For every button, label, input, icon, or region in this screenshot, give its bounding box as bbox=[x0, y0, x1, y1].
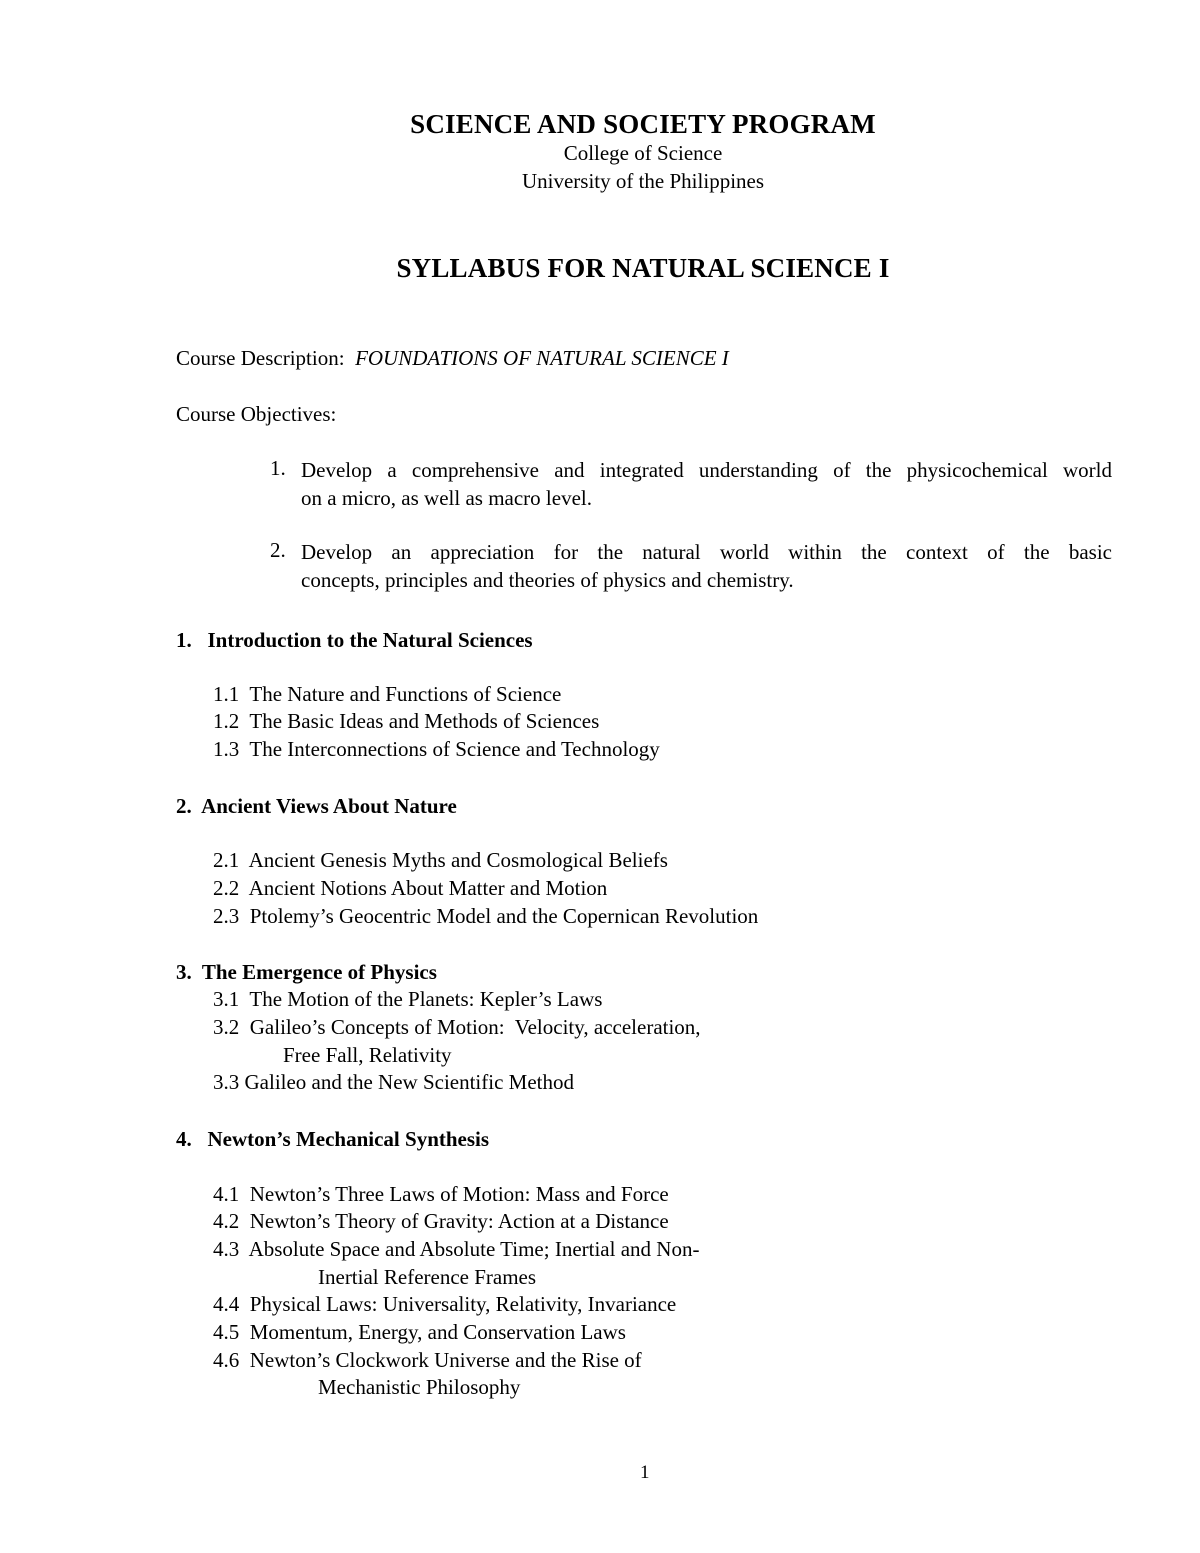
section-item: 1.3 The Interconnections of Science and Technology bbox=[213, 737, 660, 761]
section-item: 2.3 Ptolemy’s Geocentric Model and the Copernican Revolution bbox=[213, 904, 759, 928]
section-item: 3.1 The Motion of the Planets: Kepler’s Laws bbox=[213, 987, 603, 1011]
course-objectives-label: Course Objectives: bbox=[176, 402, 337, 426]
course-description-value: FOUNDATIONS OF NATURAL SCIENCE I bbox=[355, 346, 729, 370]
section-item: 3.3 Galileo and the New Scientific Method bbox=[213, 1070, 574, 1094]
objective-number: 2. bbox=[270, 538, 286, 562]
section-item-continuation: Inertial Reference Frames bbox=[318, 1265, 537, 1289]
objective-item bbox=[301, 538, 1112, 594]
section-item: 4.2 Newton’s Theory of Gravity: Action at a Distance bbox=[213, 1209, 669, 1233]
section-item: 4.6 Newton’s Clockwork Universe and the Rise of bbox=[213, 1348, 642, 1372]
college-name: College of Science bbox=[563, 141, 723, 165]
section-item: 2.1 Ancient Genesis Myths and Cosmological Beliefs bbox=[213, 848, 668, 872]
section-item: 4.1 Newton’s Three Laws of Motion: Mass and Force bbox=[213, 1182, 669, 1206]
objective-number: 1. bbox=[270, 456, 286, 480]
section-item: 1.1 The Nature and Functions of Science bbox=[213, 682, 562, 706]
section-heading: 1. Introduction to the Natural Sciences bbox=[176, 628, 533, 652]
course-description-label: Course Description: bbox=[176, 346, 345, 370]
section-item: 4.5 Momentum, Energy, and Conservation Laws bbox=[213, 1320, 626, 1344]
objective-item bbox=[301, 456, 1112, 512]
section-heading: 2. Ancient Views About Nature bbox=[176, 794, 457, 818]
section-item-continuation: Free Fall, Relativity bbox=[283, 1043, 452, 1067]
program-title: SCIENCE AND SOCIETY PROGRAM bbox=[410, 109, 876, 139]
section-item-continuation: Mechanistic Philosophy bbox=[318, 1375, 521, 1399]
section-item: 3.2 Galileo’s Concepts of Motion: Velocity, acceleration, bbox=[213, 1015, 701, 1039]
section-item: 4.3 Absolute Space and Absolute Time; Inertial and Non- bbox=[213, 1237, 700, 1261]
objective-line: Develop a comprehensive and integrated understanding of the physicochemical world bbox=[301, 458, 1112, 482]
objective-line: concepts, principles and theories of physics and chemistry. bbox=[301, 568, 794, 592]
syllabus-title: SYLLABUS FOR NATURAL SCIENCE I bbox=[396, 253, 890, 283]
objective-line: Develop an appreciation for the natural world within the context of the basic bbox=[301, 540, 1112, 564]
section-item: 2.2 Ancient Notions About Matter and Motion bbox=[213, 876, 608, 900]
section-item: 4.4 Physical Laws: Universality, Relativity, Invariance bbox=[213, 1292, 677, 1316]
objective-line: on a micro, as well as macro level. bbox=[301, 486, 592, 510]
section-item: 1.2 The Basic Ideas and Methods of Sciences bbox=[213, 709, 600, 733]
course-description bbox=[176, 346, 729, 371]
section-heading: 3. The Emergence of Physics bbox=[176, 960, 437, 984]
university-name: University of the Philippines bbox=[521, 169, 765, 193]
page-number: 1 bbox=[640, 1462, 650, 1483]
section-heading: 4. Newton’s Mechanical Synthesis bbox=[176, 1127, 490, 1151]
